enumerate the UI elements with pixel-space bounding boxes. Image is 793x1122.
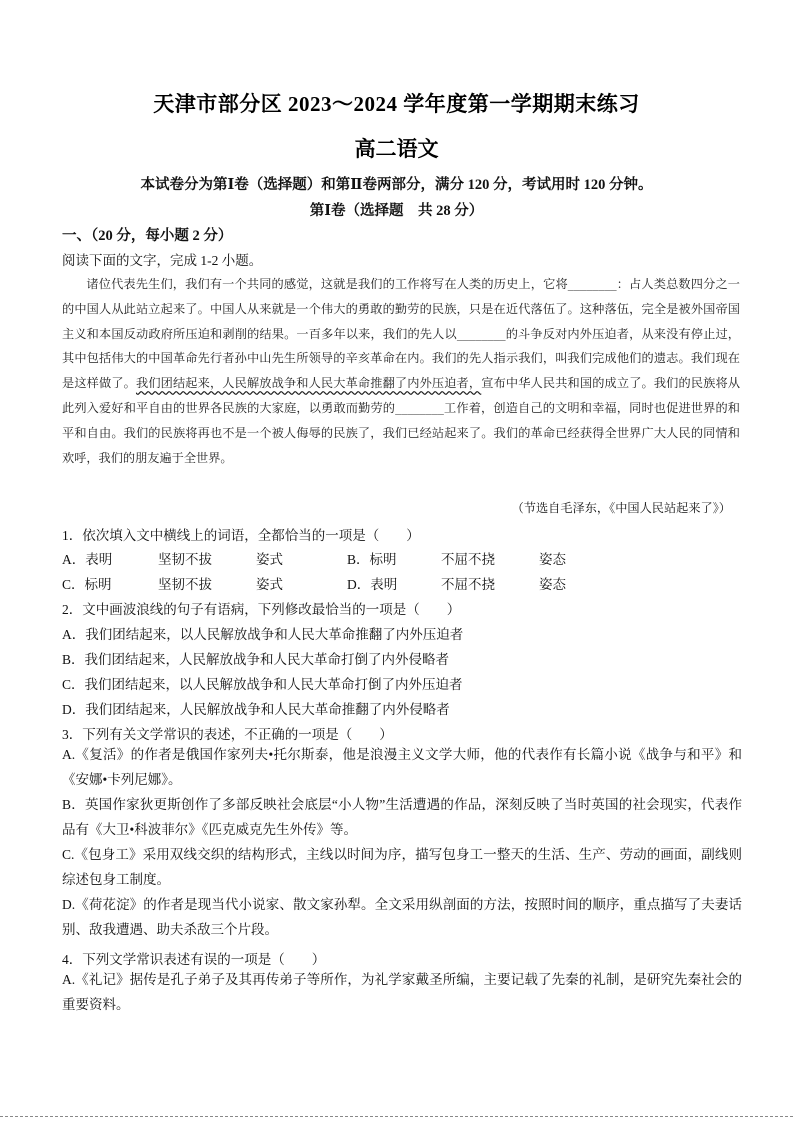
passage-text-part2: 宣布中华人民共和国的成立了。我们的民族将从此列入爱好和平自由的世界各民族的大家庭，以勇敢而勤劳的________工作着，创造自己的文明和幸福，同时也促进世界的和平和自由。我们的民族将再也不是一个被人侮辱的民族了，我们已经站起来了。我们的革命已经获得全世界广大人民的同情和欢呼，我们的朋友遍于全世界。 [62,376,741,465]
q1-option-d-word1: D．表明 [347,577,398,592]
q3-option-d: D.《荷花淀》的作者是现当代小说家、散文家孙犁。全文采用纵剖面的方法，按照时间的顺序，重点描写了夫妻话别、敌我遭遇、助夫杀敌三个片段。 [62,897,742,937]
q3-option-a: A.《复活》的作者是俄国作家列夫•托尔斯泰，他是浪漫主义文学大师，他的代表作有长篇小说《战争与和平》和《安娜•卡列尼娜》。 [62,747,742,787]
q1-option-d-word3: 姿态 [539,577,566,592]
exam-title: 天津市部分区 2023～2024 学年度第一学期期末练习 [153,92,640,116]
q1-option-c-word3: 姿式 [256,577,283,592]
section-instruction: 阅读下面的文字，完成 1-2 小题。 [62,253,263,268]
section-heading: 一、（20 分，每小题 2 分） [62,228,233,244]
q1-option-c-word1: C．标明 [62,577,112,592]
q2-option-c: C．我们团结起来，以人民解放战争和人民大革命打倒了内外压迫者 [62,677,463,692]
q4-option-a: A.《礼记》据传是孔子弟子及其再传弟子等所作，为礼学家戴圣所编，主要记载了先秦的礼制，是研究先秦社会的重要资料。 [62,972,742,1012]
q1-option-d-word2: 不屈不挠 [441,577,495,592]
q1-option-b-word2: 不屈不挠 [441,552,495,567]
passage-source: （节选自毛泽东，《中国人民站起来了》） [511,501,731,515]
volume-heading: 第Ⅰ卷（选择题 共 28 分） [309,203,484,219]
page-bottom-divider [0,1116,793,1117]
reading-passage [62,272,740,470]
question-2-stem: 2．文中画波浪线的句子有语病，下列修改最恰当的一项是（ ） [62,602,461,617]
question-4-stem: 4．下列文学常识表述有误的一项是（ ） [62,952,326,967]
q3-option-b: B．英国作家狄更斯创作了多部反映社会底层“小人物”生活遭遇的作品，深刻反映了当时英国的社会现实，代表作品有《大卫•科波菲尔》《匹克威克先生外传》等。 [62,797,742,837]
question-1-stem: 1．依次填入文中横线上的词语，全都恰当的一项是（ ） [62,528,420,543]
question-3-stem: 3．下列有关文学常识的表述，不正确的一项是（ ） [62,727,393,742]
exam-intro: 本试卷分为第Ⅰ卷（选择题）和第Ⅱ卷两部分，满分 120 分，考试用时 120 分钟。 [140,177,653,193]
q2-option-b: B．我们团结起来，人民解放战争和人民大革命打倒了内外侵略者 [62,652,450,667]
wavy-underlined-sentence: 我们团结起来，人民解放战争和人民大革命推翻了内外压迫者， [135,376,482,391]
exam-subject: 高二语文 [354,137,439,161]
passage-text-part1: 诸位代表先生们，我们有一个共同的感觉，这就是我们的工作将写在人类的历史上，它将________：占人类总数四分之一的中国人从此站立起来了。中国人从来就是一个伟大的勇敢的勤劳的民族，只是在近代落伍了。这种落伍，完全是被外国帝国主义和本国反动政府所压迫和剥削的结果。一百多年以来，我们的先人以________的斗争反对内外压迫者，从来没有停止过，其中包括伟大的中国革命先行者孙中山先生所领导的辛亥革命在内。我们的先人指示我们，叫我们完成他们的遗志。我们现在是这样做了。 [62,277,740,391]
q1-option-a-word2: 坚韧不拔 [158,552,212,567]
q2-option-d: D．我们团结起来，人民解放战争和人民大革命推翻了内外侵略者 [62,702,450,717]
q3-option-c: C.《包身工》采用双线交织的结构形式，主线以时间为序，描写包身工一整天的生活、生产、劳动的画面，副线则综述包身工制度。 [62,847,742,887]
q1-option-c-word2: 坚韧不拔 [158,577,212,592]
q1-option-b-word1: B．标明 [347,552,397,567]
q1-option-b-word3: 姿态 [539,552,566,567]
q2-option-a: A．我们团结起来，以人民解放战争和人民大革命推翻了内外压迫者 [62,627,464,642]
q1-option-a-word1: A．表明 [62,552,113,567]
q1-option-a-word3: 姿式 [256,552,283,567]
